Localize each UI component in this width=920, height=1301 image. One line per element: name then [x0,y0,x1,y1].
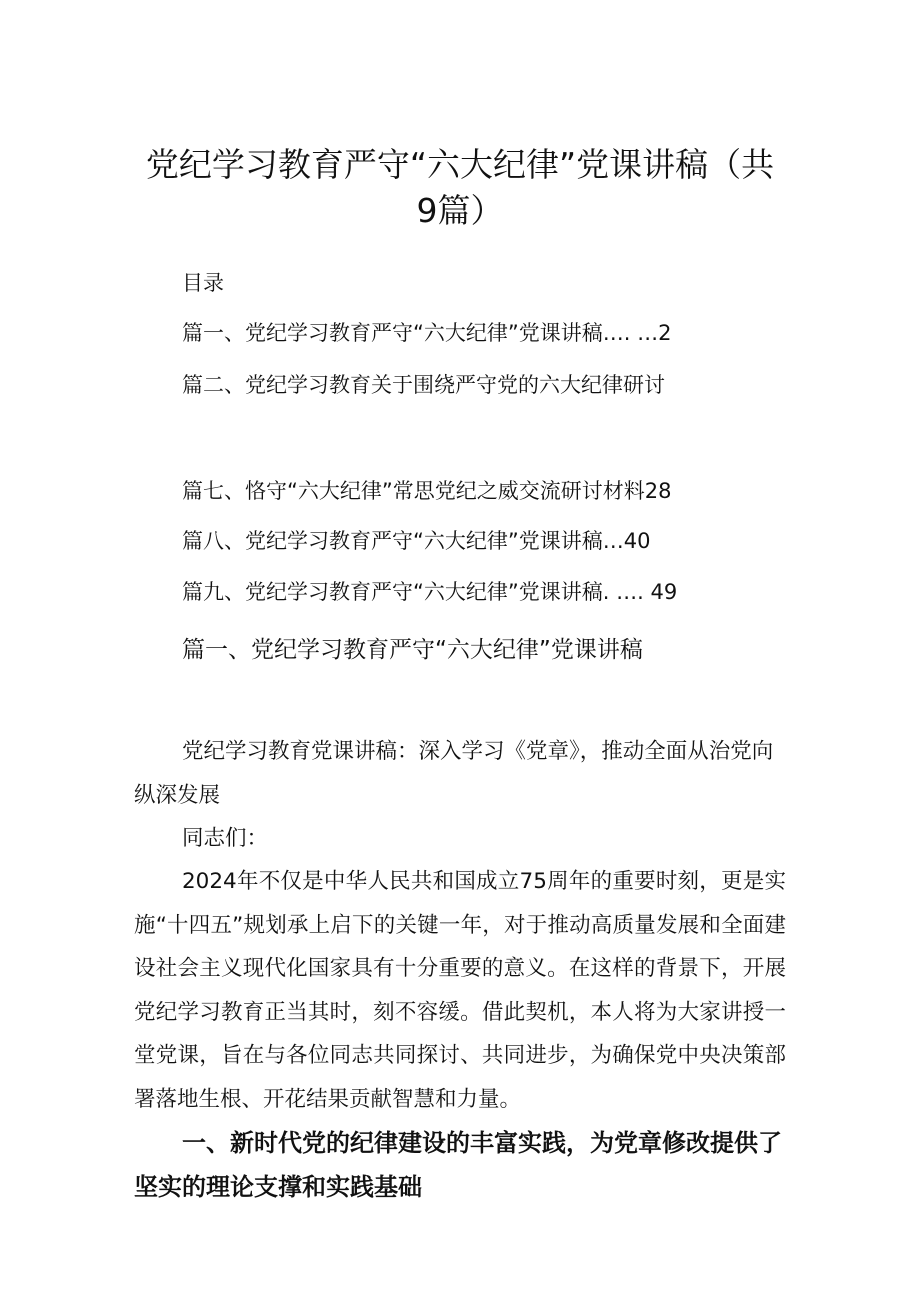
title-line-1: 党纪学习教育严守“六大纪律”党课讲稿（共 [145,145,775,184]
heading-1: 一、新时代党的纪律建设的丰富实践，为党章修改提供了坚实的理论支撑和实践基础 [134,1129,782,1201]
body-paragraph: 2024年不仅是中华人民共和国成立75周年的重要时刻，更是实施“十四五”规划承上启下的关键一年，对于推动高质量发展和全面建设社会主义现代化国家具有十分重要的意义。在这样的背景下，开展党纪学习教育正当其时，刻不容缓。借此契机，本人将为大家讲授一堂党课，旨在与各位同志共同探讨、共同进步，为确保党中央决策部署落地生根、开花结果贡献智慧和力量。 [134,869,786,1112]
toc-entry[interactable]: 篇二、党纪学习教育关于围绕严守党的六大纪律研讨 [182,373,665,397]
toc-entry[interactable]: 篇八、党纪学习教育严守“六大纪律”党课讲稿…40 [182,529,651,553]
toc-entry[interactable]: 篇一、党纪学习教育严守“六大纪律”党课讲稿…. …2 [182,321,672,345]
toc-entry[interactable]: 篇七、恪守“六大纪律”常思党纪之威交流研讨材料28 [182,479,672,503]
toc-entry[interactable]: 篇九、党纪学习教育严守“六大纪律”党课讲稿. …. 49 [182,580,678,604]
salutation: 同志们： [182,826,269,851]
document-title [130,142,790,234]
lecture-subtitle: 党纪学习教育党课讲稿：深入学习《党章》，推动全面从治党向纵深发展 [134,739,774,808]
toc-heading: 目录 [182,271,224,295]
title-line-2: 9篇） [416,191,504,230]
section-heading: 篇一、党纪学习教育严守“六大纪律”党课讲稿 [182,637,643,663]
